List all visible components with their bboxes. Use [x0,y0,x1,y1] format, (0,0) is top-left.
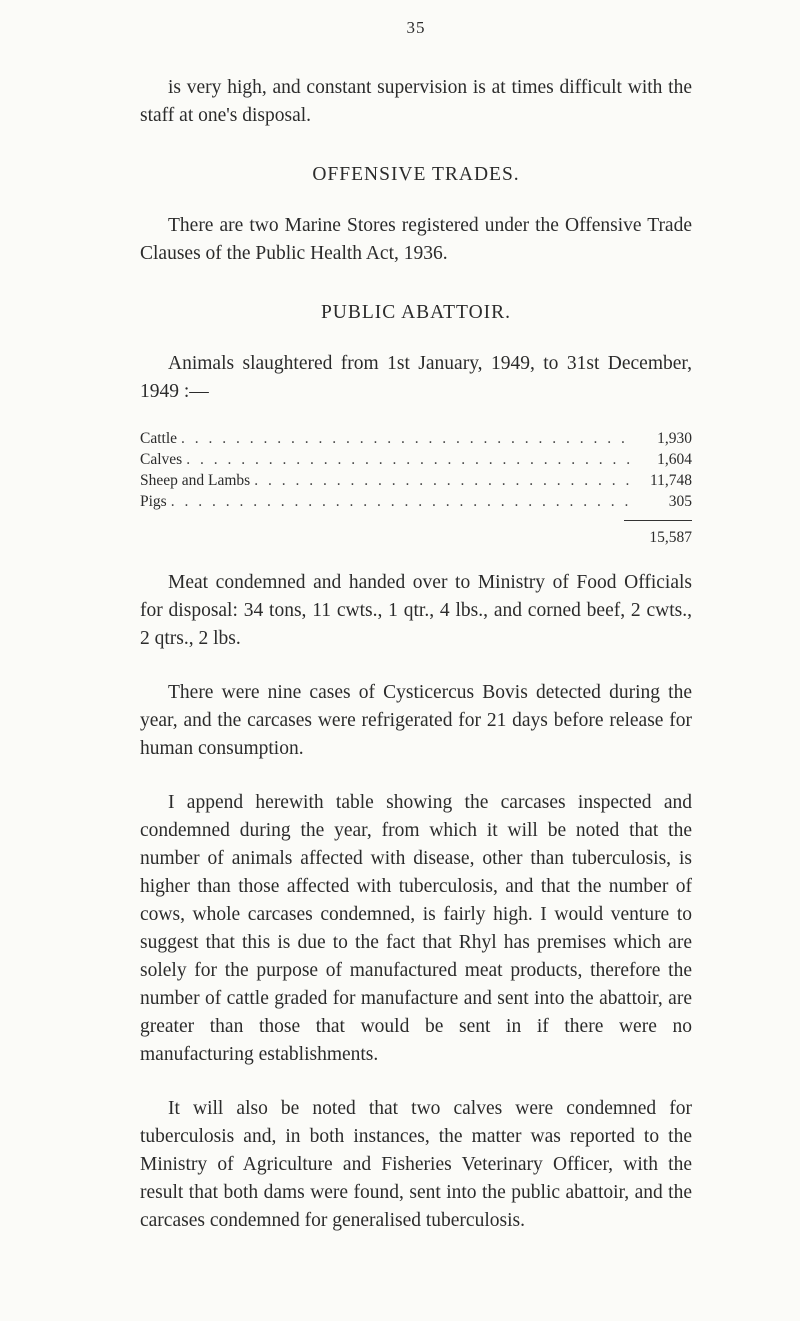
table-row [140,493,692,514]
animal-label: Cattle [140,430,178,447]
leader-dots [171,493,630,511]
animal-label: Sheep and Lambs [140,472,251,489]
document-page [140,18,692,1235]
abattoir-intro: Animals slaughtered from 1st January, 1949, to 31st December, 1949 :— [140,353,692,402]
table-row [140,430,692,451]
leader-dots [186,451,630,469]
page-number: 35 [406,18,426,37]
animals-total: 15,587 [624,520,692,547]
animal-count: 1,930 [657,430,692,447]
animal-count: 1,604 [657,451,692,468]
animal-label: Calves [140,451,183,468]
calves-tuberculosis-paragraph: It will also be noted that two calves were condemned for tuberculosis and, in both instances, the matter was reported to the Ministry of Agriculture and Fisheries Veterinary Officer, with the result that both dams were found, sent into the public abattoir, and the carcases condemned for generalised tuberculosis. [140,1098,692,1231]
cysticercus-paragraph: There were nine cases of Cysticercus Bovis detected during the year, and the carcases were refrigerated for 21 days before release for human consumption. [140,682,692,759]
total-row [140,520,692,547]
leader-dots [254,472,630,490]
table-row [140,472,692,493]
offensive-trades-text: There are two Marine Stores registered under the Offensive Trade Clauses of the Public Health Act, 1936. [140,215,692,264]
animal-count: 11,748 [649,472,692,489]
carcases-table-paragraph: I append herewith table showing the carcases inspected and condemned during the year, from which it will be noted that the number of animals affected with disease, other than tuberculosis, is higher than those affected with tuberculosis, and that the number of cows, whole carcases condemned, is fairly high. I would venture to suggest that this is due to the fact that Rhyl has premises which are solely for the purpose of manufactured meat products, therefore the number of cattle graded for manufacture and sent into the abattoir, are greater than those that would be sent in if there were no manufacturing establishments. [140,792,692,1065]
table-row [140,451,692,472]
animal-label: Pigs [140,493,167,510]
public-abattoir-heading: PUBLIC ABATTOIR. [320,302,512,323]
animals-slaughtered-table [140,430,692,547]
offensive-trades-heading: OFFENSIVE TRADES. [312,164,520,185]
leader-dots [181,430,630,448]
animal-count: 305 [668,493,692,510]
meat-condemned-paragraph: Meat condemned and handed over to Ministry of Food Officials for disposal: 34 tons, 11 cwts., 1 qtr., 4 lbs., and corned beef, 2 cwts., 2 qtrs., 2 lbs. [140,572,692,649]
intro-paragraph: is very high, and constant supervision is at times difficult with the staff at one's disposal. [140,77,692,126]
